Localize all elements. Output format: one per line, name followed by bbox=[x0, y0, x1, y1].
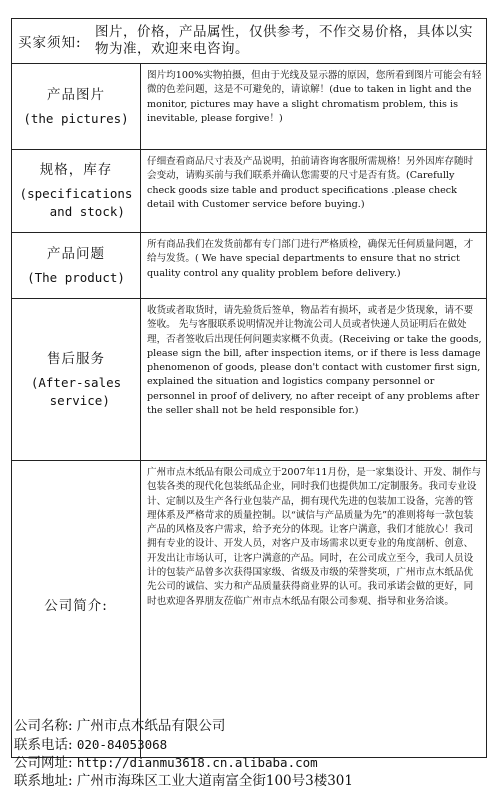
section-after-sales-title: 售后服务 bbox=[47, 350, 105, 367]
section-specifications-label bbox=[12, 150, 141, 232]
contact-company-line bbox=[14, 718, 353, 736]
section-pictures-body: 图片均100%实物拍摄，但由于光线及显示器的原因，您所看到图片可能会有轻微的色差问题，这是不可避免的，请谅解！(due to taken in light and the monitor, pictures may have a slight chromatism problem, this is inevitable, please forgive！) bbox=[147, 70, 482, 124]
section-specifications-body: 仔细查看商品尺寸表及产品说明，拍前请咨询客服所需规格！另外因库存随时会变动，请购买前与我们联系并确认您需要的尺寸是否有货。(Carefully check goods size table and product specifications .please check detail with Customer service before buying.) bbox=[147, 156, 474, 210]
contact-address-line bbox=[14, 773, 353, 791]
contact-website-link[interactable]: http://dianmu3618.cn.alibaba.com bbox=[76, 755, 318, 771]
section-specifications-subtitle: (specifications and stock) bbox=[19, 186, 133, 219]
section-pictures-subtitle: (the pictures) bbox=[23, 110, 129, 126]
contact-phone-label: 联系电话: bbox=[14, 736, 73, 753]
contact-address-label: 联系地址: bbox=[14, 773, 73, 790]
section-after-sales-body: 收货或者取货时，请先验货后签单，物品若有损坏，或者是少货现象，请不要签收。 先与客服联系说明情况并让物流公司人员或者快递人员证明后在做处理，否者签收后出现任何问题卖家概不负责。(Receiving or take the goods, please sign the bill, after inspection items, or if there is less damage phenomenon of goods, please don't contact with customer first sign, explained the situation and logistics company personnel or personnel in proof of delivery, no after receipt of any problems after the seller shall not be held responsible for.) bbox=[147, 305, 482, 417]
section-company-profile-label bbox=[12, 461, 141, 757]
section-specifications-title: 规格，库存 bbox=[39, 162, 113, 178]
section-product-title: 产品问题 bbox=[47, 245, 105, 262]
contact-address-value: 广州市海珠区工业大道南富全街100号3楼301 bbox=[76, 773, 353, 790]
section-after-sales-label bbox=[12, 299, 141, 460]
contact-website-line bbox=[14, 754, 353, 773]
section-pictures bbox=[12, 64, 486, 150]
section-after-sales-subtitle: (After-sales service) bbox=[30, 374, 122, 408]
section-specifications bbox=[12, 150, 486, 233]
section-company-profile bbox=[12, 461, 486, 757]
buyer-notice-table bbox=[11, 18, 487, 758]
contact-info bbox=[14, 718, 353, 791]
section-pictures-label bbox=[12, 64, 141, 149]
contact-company-label: 公司名称: bbox=[14, 718, 73, 734]
section-company-profile-body: 广州市点木纸品有限公司成立于2007年11月份，是一家集设计、开发、制作与包装各类的现代化包装纸品企业，同时我们也提供加工/定制服务。我司专业设计、定制以及生产各行业包装产品，拥有现代先进的包装加工设备，完善的管理体系及严格苛求的质量控制。以“诚信与产品质量为先”的准则将每一款包装产品的风格及客户需求，给予充分的体现。让客户满意，我们才能放心！我司拥有专业的设计、开发人员，对客户及市场需求以更专业的角度剖析、创意、开发出让市场认可，让客户满意的产品。同时，在公司成立至今，我司人员设计的包装产品曾多次获得国家级、省级及市级的荣誉奖项，广州市点木纸品优先公司的诚信、实力和产品质量获得商业界的认可。我司承诺会做的更好，同时也欢迎各界朋友莅临广州市点木纸品有限公司参观、指导和业务洽谈。 bbox=[147, 467, 482, 607]
contact-phone-line bbox=[14, 736, 353, 755]
section-company-profile-title: 公司简介: bbox=[44, 598, 108, 614]
contact-website-label: 公司网址: bbox=[14, 755, 73, 772]
buyer-notice-text: 图片，价格，产品属性，仅供参考，不作交易价格，具体以实物为准，欢迎来电咨询。 bbox=[95, 24, 473, 57]
buyer-notice-label: 买家须知: bbox=[18, 35, 82, 51]
contact-phone-value: 020-84053068 bbox=[76, 736, 168, 752]
section-product bbox=[12, 233, 486, 299]
buyer-notice bbox=[12, 19, 486, 64]
section-product-body: 所有商品我们在发货前都有专门部门进行严格质检，确保无任何质量问题，才给与发货。( We have special departments to ensure that no strict quality control any quality problem before delivery.) bbox=[147, 239, 474, 279]
section-product-subtitle: (The product) bbox=[27, 269, 125, 285]
contact-company-value: 广州市点木纸品有限公司 bbox=[76, 718, 226, 734]
section-pictures-title: 产品图片 bbox=[47, 86, 105, 103]
section-product-label bbox=[12, 233, 141, 298]
section-after-sales bbox=[12, 299, 486, 461]
